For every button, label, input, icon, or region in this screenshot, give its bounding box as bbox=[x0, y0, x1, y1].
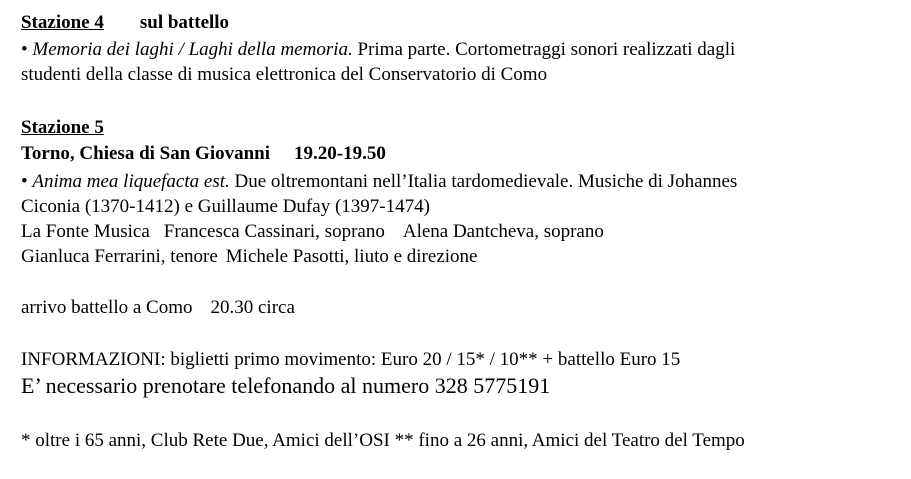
bullet-icon: • bbox=[21, 171, 28, 192]
stazione5-location-line bbox=[21, 142, 386, 166]
info-line1 bbox=[21, 348, 680, 372]
stazione4-desc-1: Prima parte. Cortometraggi sonori realizzati dagli bbox=[357, 39, 736, 60]
arrivo-line bbox=[21, 296, 295, 320]
stazione4-desc-2: studenti della classe di musica elettronica del Conservatorio di Como bbox=[21, 64, 548, 85]
stazione5-time: 19.20-19.50 bbox=[294, 143, 386, 164]
stazione5-header bbox=[21, 116, 104, 140]
stazione5-performers-line1 bbox=[21, 220, 604, 244]
stazione5-performers-line2 bbox=[21, 245, 477, 269]
note-line bbox=[21, 429, 745, 453]
info-prices: INFORMAZIONI: biglietti primo movimento: Euro 20 / 15* / 10** + battello Euro 15 bbox=[21, 349, 681, 370]
stazione5-desc-2: Ciconia (1370-1412) e Guillaume Dufay (1397-1474) bbox=[21, 196, 430, 217]
arrivo-time: 20.30 circa bbox=[210, 297, 295, 318]
stazione5-desc-1: Due oltremontani nell’Italia tardomedievale. Musiche di Johannes bbox=[234, 171, 738, 192]
stazione5-location: Torno, Chiesa di San Giovanni bbox=[21, 143, 271, 164]
stazione4-heading: Stazione 4 bbox=[21, 12, 104, 33]
stazione5-desc-line1 bbox=[21, 170, 737, 194]
performer-tenore: Gianluca Ferrarini, tenore bbox=[21, 246, 218, 267]
stazione5-heading: Stazione 5 bbox=[21, 117, 104, 138]
performer-ensemble: La Fonte Musica bbox=[21, 221, 150, 242]
info-booking-text: E’ necessario prenotare telefonando al numero bbox=[21, 373, 430, 398]
stazione5-title: Anima mea liquefacta est. bbox=[32, 171, 230, 192]
note-over65: * oltre i 65 anni, Club Rete Due, Amici dell’OSI bbox=[21, 430, 390, 451]
stazione4-desc-line1 bbox=[21, 38, 735, 62]
stazione4-location: sul battello bbox=[139, 12, 230, 33]
note-under26: ** fino a 26 anni, Amici del Teatro del Tempo bbox=[394, 430, 745, 451]
performer-soprano-2: Alena Dantcheva, soprano bbox=[402, 221, 604, 242]
stazione5-desc-line2 bbox=[21, 195, 430, 219]
stazione4-desc-line2 bbox=[21, 63, 547, 87]
bullet-icon: • bbox=[21, 39, 28, 60]
info-line2 bbox=[21, 374, 550, 398]
performer-liuto: Michele Pasotti, liuto e direzione bbox=[225, 246, 478, 267]
stazione4-header bbox=[21, 11, 229, 35]
info-phone: 328 5775191 bbox=[434, 373, 551, 398]
arrivo-text: arrivo battello a Como bbox=[21, 297, 193, 318]
stazione4-title: Memoria dei laghi / Laghi della memoria. bbox=[32, 39, 353, 60]
performer-soprano-1: Francesca Cassinari, soprano bbox=[163, 221, 385, 242]
